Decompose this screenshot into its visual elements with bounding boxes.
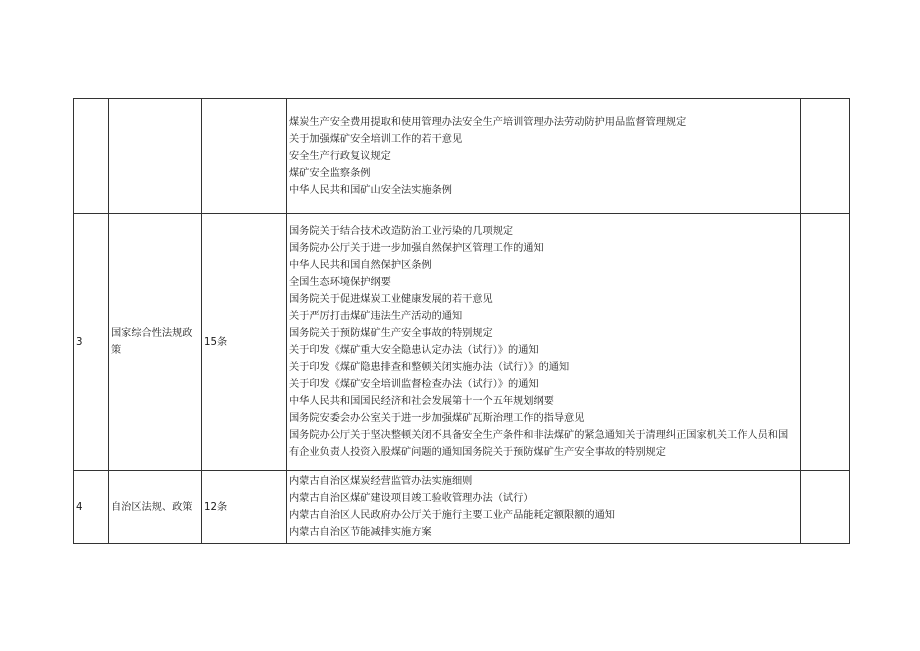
row-number-cell [74,99,109,214]
regulation-list-cell [287,99,801,214]
regulation-item: 中华人民共和国矿山安全法实施条例 [289,184,452,196]
regulation-item: 内蒙古自治区人民政府办公厅关于施行主要工业产品能耗定额限额的通知 [289,510,615,521]
regulation-item: 煤炭生产安全费用提取和使用管理办法安全生产培训管理办法劳动防护用品监督管理规定 [289,116,687,128]
regulation-item: 安全生产行政复议规定 [289,150,391,162]
count-cell: 15条 [202,214,287,471]
regulation-item: 关于印发《煤矿安全培训监督检查办法（试行）》的通知 [289,379,539,390]
table-row [74,471,850,544]
category-cell: 国家综合性法规政策 [109,214,202,471]
note-cell [801,471,850,544]
note-cell [801,214,850,471]
regulation-item: 关于严厉打击煤矿违法生产活动的通知 [289,311,463,322]
regulations-table [73,98,850,544]
row-number-cell: 3 [74,214,109,471]
category-cell [109,99,202,214]
regulation-item: 国务院安委会办公室关于进一步加强煤矿瓦斯治理工作的指导意见 [289,413,585,424]
regulation-item: 关于加强煤矿安全培训工作的若干意见 [289,133,463,145]
regulation-item: 中华人民共和国国民经济和社会发展第十一个五年规划纲要 [289,396,554,407]
row-number-cell: 4 [74,471,109,544]
regulation-list-cell [287,471,801,544]
regulation-item: 中华人民共和国自然保护区条例 [289,260,432,271]
count-cell [202,99,287,214]
regulation-item: 国务院关于促进煤炭工业健康发展的若干意见 [289,294,493,305]
regulation-item: 内蒙古自治区煤矿建设项目竣工验收管理办法（试行） [289,493,534,504]
regulation-item: 内蒙古自治区节能减排实施方案 [289,527,432,538]
regulation-item: 国务院关于结合技术改造防治工业污染的几项规定 [289,226,514,237]
regulation-item: 关于印发《煤矿隐患排查和整顿关闭实施办法（试行）》的通知 [289,362,570,373]
regulation-item: 内蒙古自治区煤炭经营监管办法实施细则 [289,476,473,487]
category-cell: 自治区法规、政策 [109,471,202,544]
count-cell: 12条 [202,471,287,544]
regulation-item: 关于印发《煤矿重大安全隐患认定办法（试行）》的通知 [289,345,539,356]
regulation-item: 国务院关于预防煤矿生产安全事故的特别规定 [289,328,493,339]
regulation-item: 国务院办公厅关于坚决整顿关闭不具备安全生产条件和非法煤矿的紧急通知关于清理纠正国家机关工作人员和国有企业负责人投资入股煤矿问题的通知国务院关于预防煤矿生产安全事故的特别规定 [289,430,789,458]
table-row [74,99,850,214]
regulation-item: 国务院办公厅关于进一步加强自然保护区管理工作的通知 [289,243,544,254]
regulation-item: 煤矿安全监察条例 [289,167,371,179]
table-row [74,214,850,471]
note-cell [801,99,850,214]
regulation-item: 全国生态环境保护纲要 [289,277,391,288]
regulation-list-cell [287,214,801,471]
